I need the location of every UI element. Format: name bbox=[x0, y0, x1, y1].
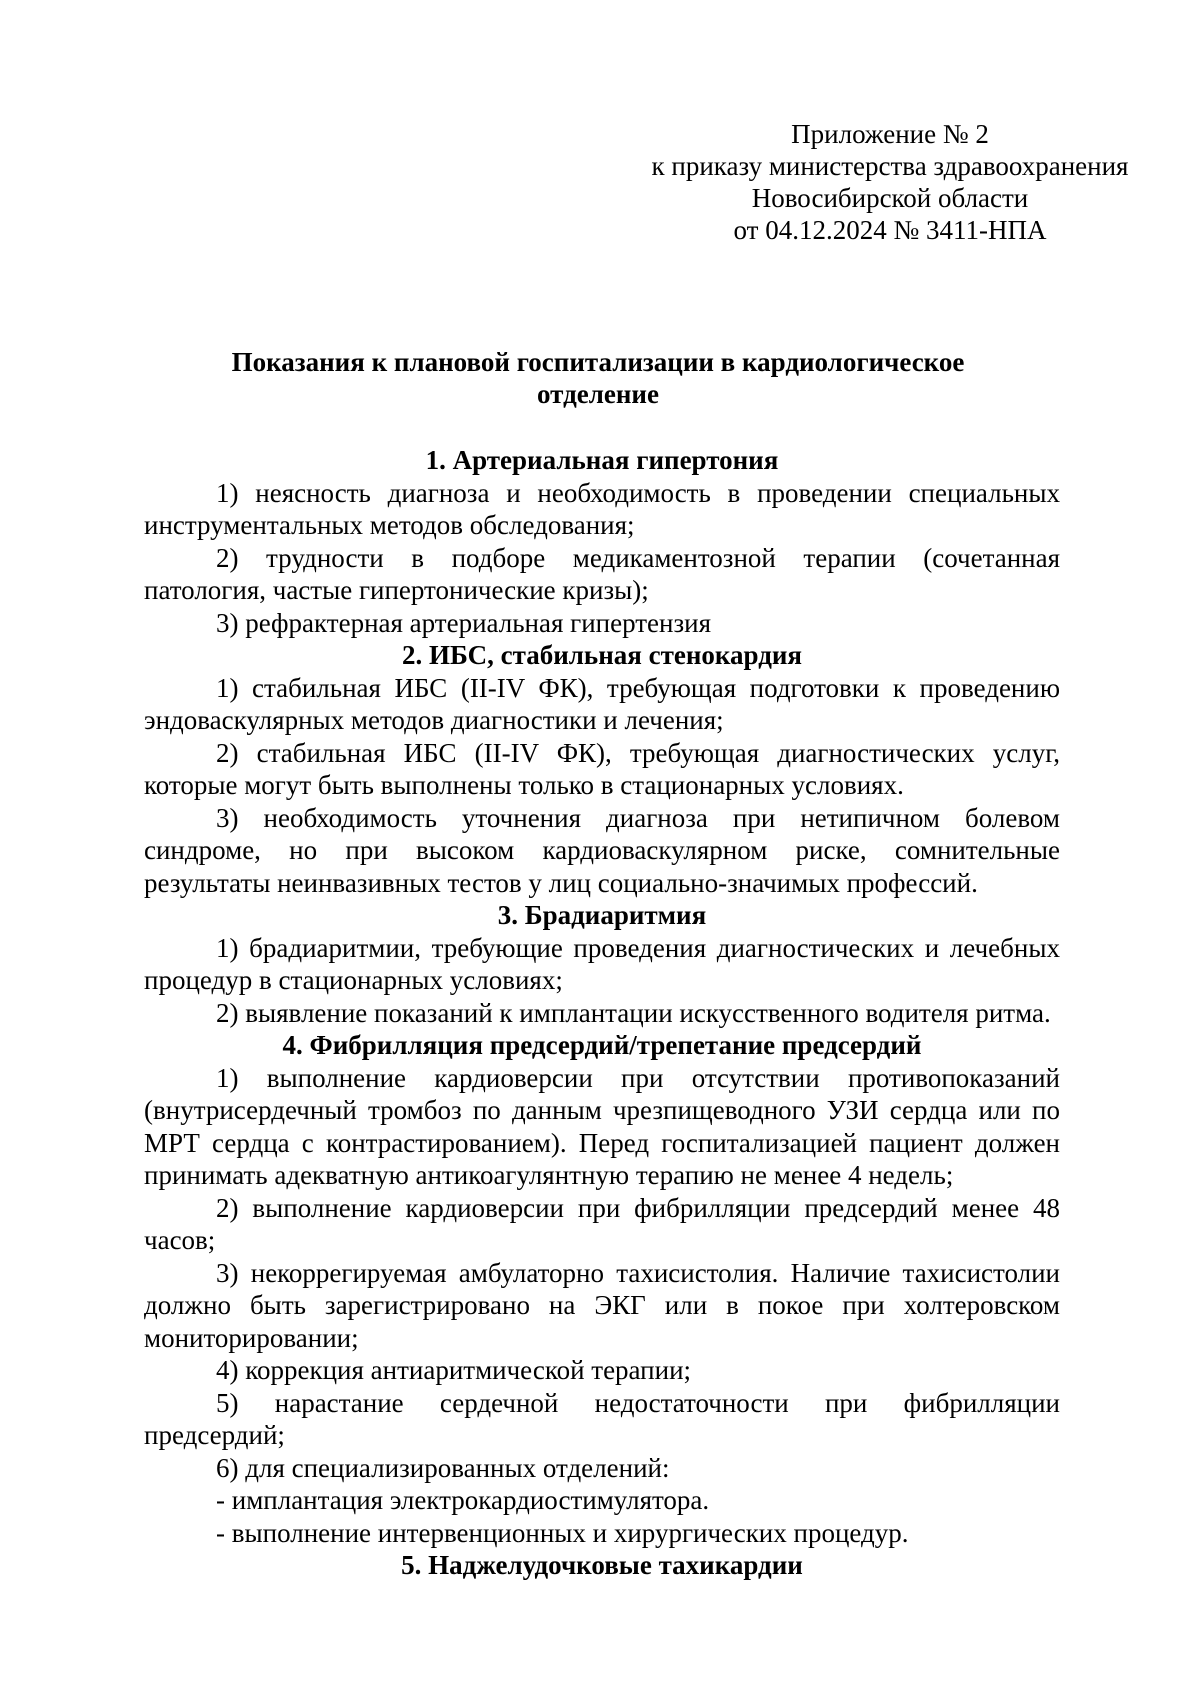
section-title: 1. Артериальная гипертония bbox=[425, 445, 779, 475]
section-title: 5. Наджелудочковые тахикардии bbox=[401, 1550, 803, 1580]
document-title-line-1: Показания к плановой госпитализации в кардиологическое bbox=[231, 347, 965, 377]
list-item: 3) некоррегируемая амбулаторно тахисистолия. Наличие тахисистолии должно быть зарегистрировано на ЭКГ или в покое при холтеровском мониторировании; bbox=[144, 1257, 1060, 1353]
annex-line-3: Новосибирской области bbox=[751, 183, 1029, 213]
list-item: 6) для специализированных отделений: bbox=[216, 1452, 670, 1483]
list-item: 2) выявление показаний к имплантации искусственного водителя ритма. bbox=[216, 997, 1051, 1028]
list-item: 1) брадиаритмии, требующие проведения диагностических и лечебных процедур в стационарных условиях; bbox=[144, 932, 1060, 995]
annex-line-4: от 04.12.2024 № 3411-НПА bbox=[733, 215, 1047, 245]
dash-item: - имплантация электрокардиостимулятора. bbox=[216, 1485, 710, 1515]
list-item: 1) стабильная ИБС (II-IV ФК), требующая подготовки к проведению эндоваскулярных методов диагностики и лечения; bbox=[144, 672, 1060, 735]
list-item: 3) рефрактерная артериальная гипертензия bbox=[216, 607, 712, 638]
list-item: 1) выполнение кардиоверсии при отсутствии противопоказаний (внутрисердечный тромбоз по данным чрезпищеводного УЗИ сердца или по МРТ сердца с контрастированием). Перед госпитализацией пациент должен принимать адекватную антикоагулянтную терапию не менее 4 недель; bbox=[144, 1062, 1060, 1190]
list-item: 2) стабильная ИБС (II-IV ФК), требующая диагностических услуг, которые могут быть выполнены только в стационарных условиях. bbox=[144, 737, 1060, 800]
annex-line-1: Приложение № 2 bbox=[791, 119, 989, 149]
section-title: 4. Фибрилляция предсердий/трепетание предсердий bbox=[282, 1030, 922, 1060]
section-title: 3. Брадиаритмия bbox=[497, 900, 707, 930]
dash-item: - выполнение интервенционных и хирургических процедур. bbox=[216, 1517, 909, 1548]
annex-line-2: к приказу министерства здравоохранения bbox=[651, 151, 1129, 181]
section-title: 2. ИБС, стабильная стенокардия bbox=[401, 640, 803, 670]
annex-header bbox=[620, 118, 1160, 246]
list-item: 4) коррекция антиаритмической терапии; bbox=[216, 1355, 692, 1385]
list-item: 1) неясность диагноза и необходимость в проведении специальных инструментальных методов обследования; bbox=[144, 477, 1060, 540]
document-body bbox=[144, 444, 1060, 1582]
list-item: 2) выполнение кардиоверсии при фибрилляции предсердий менее 48 часов; bbox=[144, 1192, 1060, 1255]
list-item: 3) необходимость уточнения диагноза при нетипичном болевом синдроме, но при высоком кардиоваскулярном риске, сомнительные результаты неинвазивных тестов у лиц социально-значимых профессий. bbox=[144, 802, 1060, 898]
document-title bbox=[140, 346, 1056, 410]
document-title-line-2: отделение bbox=[537, 379, 659, 409]
list-item: 2) трудности в подборе медикаментозной терапии (сочетанная патология, частые гипертонические кризы); bbox=[144, 542, 1060, 605]
list-item: 5) нарастание сердечной недостаточности при фибрилляции предсердий; bbox=[144, 1387, 1060, 1450]
